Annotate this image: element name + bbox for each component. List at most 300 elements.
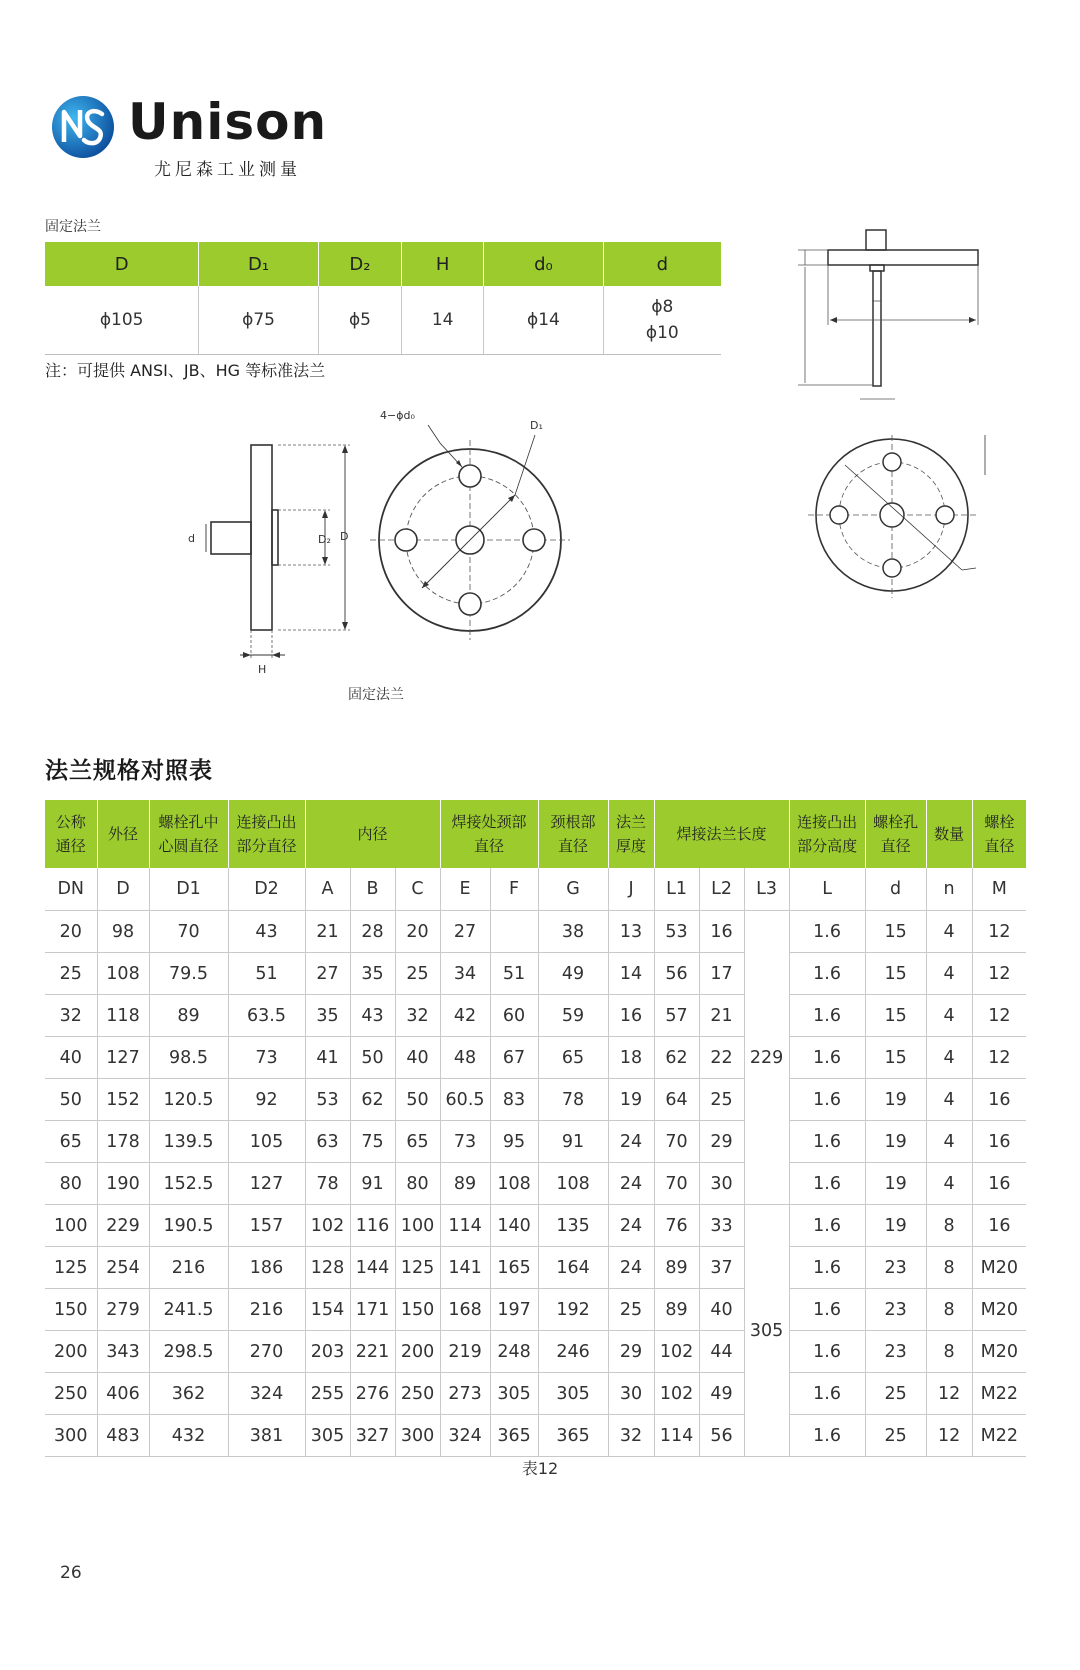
table-cell: 114 [440, 1205, 490, 1247]
table-cell: 276 [350, 1373, 395, 1415]
holes-label: 4−ϕd₀ [380, 409, 415, 422]
group-header-cell [926, 800, 972, 868]
group-header-line: 公称 [55, 813, 86, 831]
table-cell: 102 [654, 1373, 699, 1415]
table-cell: 29 [608, 1331, 654, 1373]
table-cell: 51 [228, 953, 305, 995]
dim-label-H: H [258, 663, 267, 676]
table-cell: 50 [45, 1079, 97, 1121]
bolt-hole [395, 529, 417, 551]
table-cell: 40 [395, 1037, 440, 1079]
table-cell: 255 [305, 1373, 350, 1415]
table-cell: 118 [97, 995, 149, 1037]
table-cell: 15 [865, 995, 926, 1037]
group-header-cell [149, 800, 228, 868]
table-cell: 18 [608, 1037, 654, 1079]
table-cell: M20 [972, 1289, 1026, 1331]
l3-merged-cell: 229 [744, 911, 789, 1205]
table-cell: 43 [350, 995, 395, 1037]
table-cell: 1.6 [789, 1121, 865, 1163]
group-header-cell [228, 800, 305, 868]
table-cell: 150 [395, 1289, 440, 1331]
table-cell: 56 [654, 953, 699, 995]
group-header-line: 连接凸出 [236, 813, 297, 831]
table-cell: 1.6 [789, 1247, 865, 1289]
table-cell: 23 [865, 1247, 926, 1289]
header-cell: H [402, 242, 484, 286]
table-cell: 50 [395, 1079, 440, 1121]
table-cell: 12 [972, 911, 1026, 953]
group-header-line: 外径 [107, 825, 138, 843]
table-cell: 79.5 [149, 953, 228, 995]
group-header-line: 厚度 [616, 837, 647, 855]
table-cell: 8 [926, 1247, 972, 1289]
table-cell: 116 [350, 1205, 395, 1247]
brand-name: Unison [128, 93, 328, 151]
flange-side-view-diagram [180, 425, 370, 680]
table-cell: 17 [699, 953, 744, 995]
table-cell: 89 [654, 1247, 699, 1289]
table-cell: 250 [395, 1373, 440, 1415]
table-row [45, 1373, 1026, 1415]
table-cell: 51 [490, 953, 538, 995]
table-cell: 60 [490, 995, 538, 1037]
table-cell: 23 [865, 1331, 926, 1373]
bolt-hole [459, 593, 481, 615]
spec-table-title: 法兰规格对照表 [45, 758, 213, 784]
table-cell: 27 [440, 911, 490, 953]
group-header-line: 通径 [55, 837, 86, 855]
group-header-line: 焊接处颈部 [451, 813, 527, 831]
table-cell: 1.6 [789, 1205, 865, 1247]
symbol-cell: M [972, 868, 1026, 911]
page-number: 26 [60, 1563, 82, 1583]
value-cell: 14 [402, 286, 484, 355]
table-cell: 4 [926, 995, 972, 1037]
table-cell: 73 [228, 1037, 305, 1079]
table-cell: 60.5 [440, 1079, 490, 1121]
table-cell: 100 [395, 1205, 440, 1247]
table-cell: 406 [97, 1373, 149, 1415]
table-cell: 30 [699, 1163, 744, 1205]
symbol-cell: F [490, 868, 538, 911]
table-cell: 248 [490, 1331, 538, 1373]
table-row [45, 1037, 1026, 1079]
flange-plate [251, 445, 272, 630]
flange-assembly-front-diagram [790, 420, 1000, 610]
table-cell: 120.5 [149, 1079, 228, 1121]
dim-label-D2: D₂ [318, 533, 331, 546]
table-cell: 1.6 [789, 1415, 865, 1457]
header-cell: D₂ [318, 242, 401, 286]
table-cell: 53 [654, 911, 699, 953]
l3-merged-cell: 305 [744, 1205, 789, 1457]
raised-face [272, 510, 278, 565]
fixed-flange-header-row [45, 242, 721, 286]
table-cell: 38 [538, 911, 608, 953]
table-cell: 343 [97, 1331, 149, 1373]
table-cell: 144 [350, 1247, 395, 1289]
table-cell: 59 [538, 995, 608, 1037]
table-cell: 108 [490, 1163, 538, 1205]
table-cell: 20 [395, 911, 440, 953]
table-cell: 49 [538, 953, 608, 995]
group-header-line: 直径 [558, 837, 589, 855]
table-cell: 127 [228, 1163, 305, 1205]
table-cell: 62 [350, 1079, 395, 1121]
table-cell: 1.6 [789, 1079, 865, 1121]
table-cell: 190 [97, 1163, 149, 1205]
group-header-cell [538, 800, 608, 868]
table-cell: 254 [97, 1247, 149, 1289]
table-cell: 128 [305, 1247, 350, 1289]
table-cell: 78 [305, 1163, 350, 1205]
group-header-line: 直径 [880, 837, 911, 855]
table-cell: 40 [45, 1037, 97, 1079]
table-cell: 16 [699, 911, 744, 953]
value-cell: ϕ14 [484, 286, 603, 355]
symbol-cell: L2 [699, 868, 744, 911]
symbol-cell: B [350, 868, 395, 911]
table-cell: 139.5 [149, 1121, 228, 1163]
table-cell: 197 [490, 1289, 538, 1331]
group-header-line: 直径 [984, 837, 1015, 855]
group-header-line: 螺栓 [984, 813, 1015, 831]
group-header-line: 内径 [357, 825, 388, 843]
table-cell: 324 [228, 1373, 305, 1415]
table-row [45, 1331, 1026, 1373]
table-cell: 49 [699, 1373, 744, 1415]
table-cell: 190.5 [149, 1205, 228, 1247]
table-cell: 65 [538, 1037, 608, 1079]
group-header-cell [440, 800, 538, 868]
group-header-line: 数量 [934, 825, 965, 843]
table-cell: 24 [608, 1247, 654, 1289]
table-cell: 8 [926, 1331, 972, 1373]
table-row [45, 995, 1026, 1037]
table-cell: 4 [926, 1163, 972, 1205]
table-cell: 250 [45, 1373, 97, 1415]
table-cell: 279 [97, 1289, 149, 1331]
table-cell: 92 [228, 1079, 305, 1121]
table-cell: 200 [45, 1331, 97, 1373]
table-cell: 48 [440, 1037, 490, 1079]
table-cell: 35 [305, 995, 350, 1037]
table-cell: 89 [440, 1163, 490, 1205]
table-cell: 305 [538, 1373, 608, 1415]
group-header-cell [45, 800, 97, 868]
table-cell: 203 [305, 1331, 350, 1373]
table-cell: M22 [972, 1415, 1026, 1457]
table-cell: 270 [228, 1331, 305, 1373]
table-cell: 140 [490, 1205, 538, 1247]
fixed-flange-label: 固定法兰 [45, 219, 101, 235]
table-cell: 70 [654, 1121, 699, 1163]
table-cell: 25 [608, 1289, 654, 1331]
group-header-cell [972, 800, 1026, 868]
table-cell: 50 [350, 1037, 395, 1079]
table-cell: 19 [608, 1079, 654, 1121]
group-header-cell [865, 800, 926, 868]
table-cell: 37 [699, 1247, 744, 1289]
value-cell: ϕ105 [45, 286, 199, 355]
table-cell: 102 [654, 1331, 699, 1373]
table-cell: 28 [350, 911, 395, 953]
table-cell: 200 [395, 1331, 440, 1373]
symbol-cell: E [440, 868, 490, 911]
table-cell: 324 [440, 1415, 490, 1457]
table-cell: 164 [538, 1247, 608, 1289]
table-cell: 171 [350, 1289, 395, 1331]
table-cell: 4 [926, 953, 972, 995]
table-cell: 365 [490, 1415, 538, 1457]
bolt-hole [459, 465, 481, 487]
table-cell: 33 [699, 1205, 744, 1247]
group-header-line: 心圆直径 [158, 837, 219, 855]
dim-label-d: d [188, 532, 195, 545]
group-header-cell [654, 800, 789, 868]
table-cell: 14 [608, 953, 654, 995]
table-cell: 78 [538, 1079, 608, 1121]
table-cell: 15 [865, 953, 926, 995]
table-cell: 108 [538, 1163, 608, 1205]
table-cell: 19 [865, 1163, 926, 1205]
table-cell: 365 [538, 1415, 608, 1457]
table-row [45, 1121, 1026, 1163]
table-cell: 29 [699, 1121, 744, 1163]
table-cell: 4 [926, 1121, 972, 1163]
table-cell: 16 [608, 995, 654, 1037]
table-cell: 305 [305, 1415, 350, 1457]
table-cell: 16 [972, 1121, 1026, 1163]
table-cell: 165 [490, 1247, 538, 1289]
table-cell: 483 [97, 1415, 149, 1457]
table-cell: 1.6 [789, 1331, 865, 1373]
table-cell: 24 [608, 1205, 654, 1247]
table-cell: 80 [45, 1163, 97, 1205]
table-cell: 34 [440, 953, 490, 995]
table-cell: 25 [45, 953, 97, 995]
table-cell: 25 [865, 1373, 926, 1415]
header-cell: d [603, 242, 721, 286]
table-cell: 16 [972, 1205, 1026, 1247]
table-cell: 15 [865, 911, 926, 953]
table-cell: 19 [865, 1079, 926, 1121]
table-cell: 16 [972, 1163, 1026, 1205]
table-cell: 300 [45, 1415, 97, 1457]
table-row [45, 1079, 1026, 1121]
table-cell: 64 [654, 1079, 699, 1121]
table-cell: 24 [608, 1163, 654, 1205]
table-cell: 62 [654, 1037, 699, 1079]
table-cell: 381 [228, 1415, 305, 1457]
fixed-flange-value-row [45, 286, 721, 355]
table-cell: 1.6 [789, 1037, 865, 1079]
table-cell: 216 [228, 1289, 305, 1331]
table-cell: 1.6 [789, 1373, 865, 1415]
table-cell: 154 [305, 1289, 350, 1331]
table-cell: 25 [395, 953, 440, 995]
unison-logo-mark [50, 94, 116, 160]
table-cell: 32 [395, 995, 440, 1037]
flange-front-view-diagram [360, 405, 580, 645]
table-cell: 298.5 [149, 1331, 228, 1373]
group-header-line: 法兰 [616, 813, 647, 831]
table-cell: 32 [608, 1415, 654, 1457]
table-cell: 127 [97, 1037, 149, 1079]
group-header-line: 螺栓孔中 [158, 813, 219, 831]
group-header-cell [789, 800, 865, 868]
table-cell: 327 [350, 1415, 395, 1457]
table-cell: 135 [538, 1205, 608, 1247]
table-row [45, 953, 1026, 995]
symbol-cell: d [865, 868, 926, 911]
table-cell: 20 [45, 911, 97, 953]
table-cell: 141 [440, 1247, 490, 1289]
brand-subtitle: 尤尼森工业测量 [154, 160, 301, 180]
table-cell: 95 [490, 1121, 538, 1163]
table-row [45, 1289, 1026, 1331]
symbol-cell: G [538, 868, 608, 911]
symbol-cell: L3 [744, 868, 789, 911]
group-header-line: 部分高度 [797, 837, 858, 855]
group-header-cell [608, 800, 654, 868]
group-header-line: 焊接法兰长度 [676, 825, 767, 843]
table-cell: 25 [865, 1415, 926, 1457]
group-header-row [45, 800, 1026, 868]
flange-spec-table [45, 800, 1026, 1457]
table-cell: 57 [654, 995, 699, 1037]
table-cell: 1.6 [789, 953, 865, 995]
table-cell: 73 [440, 1121, 490, 1163]
group-header-cell [305, 800, 440, 868]
table-cell: 152 [97, 1079, 149, 1121]
table-cell: 70 [149, 911, 228, 953]
table-cell: M22 [972, 1373, 1026, 1415]
value-cell [603, 286, 721, 355]
table-cell: 27 [305, 953, 350, 995]
value-line: ϕ8 [651, 297, 674, 317]
table-cell: 13 [608, 911, 654, 953]
table-cell: 150 [45, 1289, 97, 1331]
table-cell: 23 [865, 1289, 926, 1331]
table-cell: 241.5 [149, 1289, 228, 1331]
table-cell: 21 [699, 995, 744, 1037]
table-cell: 100 [45, 1205, 97, 1247]
table-cell: 246 [538, 1331, 608, 1373]
bolt-hole [523, 529, 545, 551]
group-header-line: 螺栓孔 [873, 813, 919, 831]
table-cell: 12 [972, 953, 1026, 995]
table-cell: 8 [926, 1205, 972, 1247]
table-cell: 12 [926, 1415, 972, 1457]
table-cell: 432 [149, 1415, 228, 1457]
header-cell: D [45, 242, 199, 286]
table-row [45, 1415, 1026, 1457]
table-cell: 15 [865, 1037, 926, 1079]
table-cell: 21 [305, 911, 350, 953]
value-cell: ϕ5 [318, 286, 401, 355]
symbol-cell: D2 [228, 868, 305, 911]
table-cell: 42 [440, 995, 490, 1037]
table-cell: 305 [490, 1373, 538, 1415]
table-cell: 89 [654, 1289, 699, 1331]
table-cell: 98 [97, 911, 149, 953]
table-cell: 89 [149, 995, 228, 1037]
table-cell: 216 [149, 1247, 228, 1289]
table-cell: 192 [538, 1289, 608, 1331]
flange-assembly-diagram [790, 225, 1000, 410]
table-cell: 63 [305, 1121, 350, 1163]
table-cell: 65 [395, 1121, 440, 1163]
table-cell: 12 [926, 1373, 972, 1415]
value-cell: ϕ75 [199, 286, 318, 355]
symbol-cell: J [608, 868, 654, 911]
table-cell: 56 [699, 1415, 744, 1457]
table-cell: 22 [699, 1037, 744, 1079]
table-cell: 41 [305, 1037, 350, 1079]
table-cell: 40 [699, 1289, 744, 1331]
table-row [45, 911, 1026, 953]
table-cell: 152.5 [149, 1163, 228, 1205]
table-cell: 80 [395, 1163, 440, 1205]
table-cell: 102 [305, 1205, 350, 1247]
symbol-cell: A [305, 868, 350, 911]
symbol-cell: C [395, 868, 440, 911]
table-cell: 125 [395, 1247, 440, 1289]
table-cell: 91 [350, 1163, 395, 1205]
table-cell: 4 [926, 1079, 972, 1121]
table-cell: 229 [97, 1205, 149, 1247]
pipe-stub [211, 522, 251, 554]
table-cell: 65 [45, 1121, 97, 1163]
table-cell: 19 [865, 1205, 926, 1247]
diagram-caption: 固定法兰 [348, 687, 404, 703]
table-cell: 157 [228, 1205, 305, 1247]
table-cell: 70 [654, 1163, 699, 1205]
table-cell: 19 [865, 1121, 926, 1163]
table-cell: 76 [654, 1205, 699, 1247]
table-cell: 4 [926, 1037, 972, 1079]
symbol-cell: n [926, 868, 972, 911]
table-cell: M20 [972, 1247, 1026, 1289]
table-cell: 67 [490, 1037, 538, 1079]
header-cell: d₀ [484, 242, 603, 286]
table-cell: 1.6 [789, 1163, 865, 1205]
table-cell: 108 [97, 953, 149, 995]
table-cell: 91 [538, 1121, 608, 1163]
table-cell: M20 [972, 1331, 1026, 1373]
table-cell: 219 [440, 1331, 490, 1373]
table-cell: 25 [699, 1079, 744, 1121]
fixed-flange-table [45, 242, 721, 355]
table-cell: 4 [926, 911, 972, 953]
table-cell: 125 [45, 1247, 97, 1289]
table-cell: 362 [149, 1373, 228, 1415]
group-header-line: 部分直径 [236, 837, 297, 855]
table-cell: 12 [972, 1037, 1026, 1079]
dim-label-D: D [340, 530, 349, 543]
header-cell: D₁ [199, 242, 318, 286]
table-cell: 1.6 [789, 911, 865, 953]
table-cell: 186 [228, 1247, 305, 1289]
table-cell: 105 [228, 1121, 305, 1163]
table-cell: 63.5 [228, 995, 305, 1037]
table-cell: 35 [350, 953, 395, 995]
table-cell: 168 [440, 1289, 490, 1331]
table-cell: 1.6 [789, 1289, 865, 1331]
value-line: ϕ10 [645, 323, 679, 343]
